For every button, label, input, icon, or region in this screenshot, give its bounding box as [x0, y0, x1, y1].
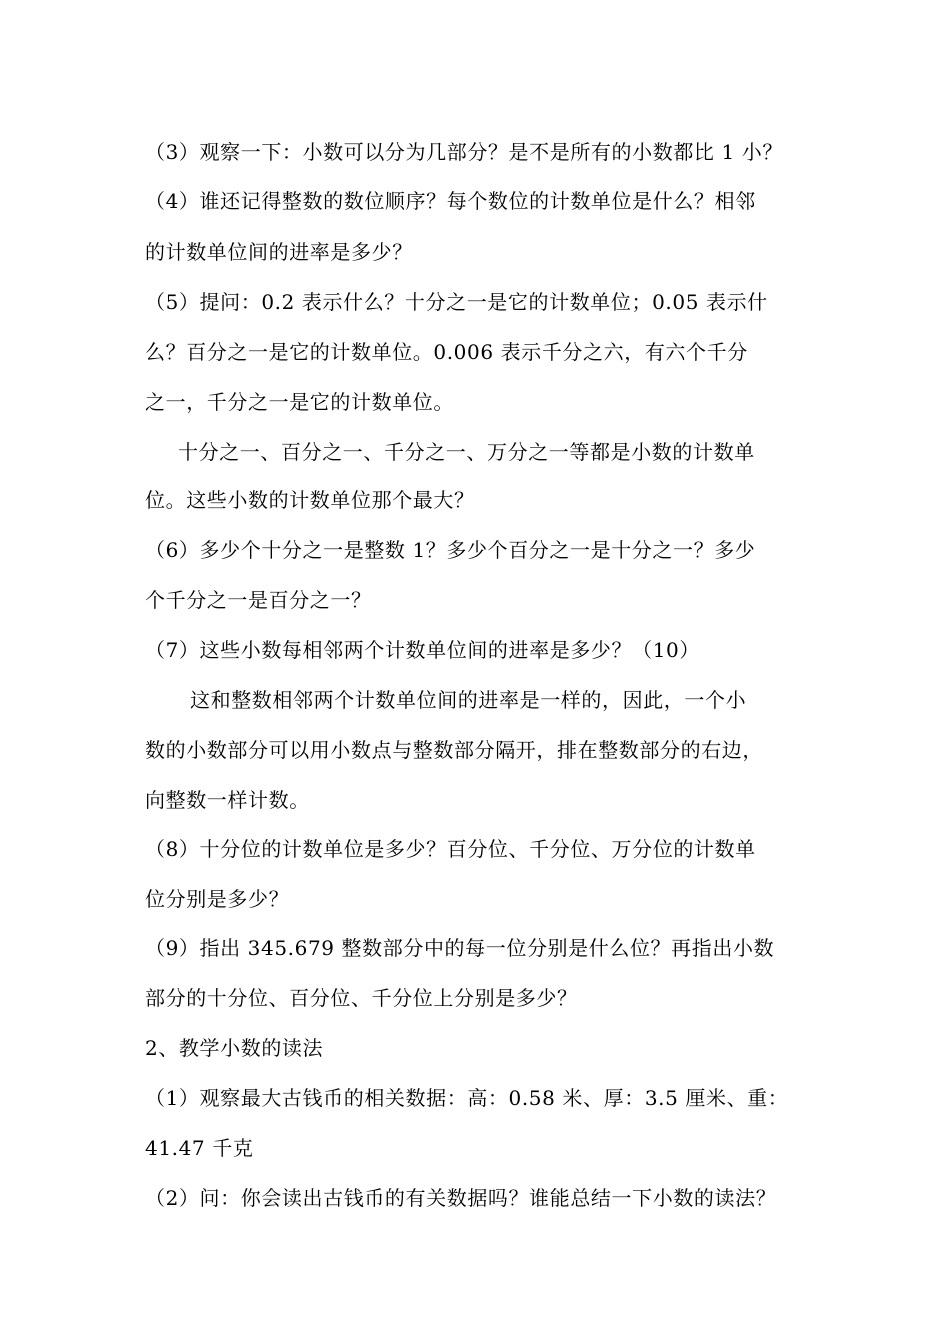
- text-line: 位。这些小数的计数单位那个最大？: [145, 488, 475, 512]
- text-line: （7）这些小数每相邻两个计数单位间的进率是多少？（10）: [145, 638, 700, 662]
- text-line: （9）指出 345.679 整数部分中的每一位分别是什么位？再指出小数: [145, 936, 775, 960]
- text-line: （6）多少个十分之一是整数 1？多少个百分之一是十分之一？多少: [145, 538, 756, 562]
- text-line: （8）十分位的计数单位是多少？百分位、千分位、万分位的计数单: [145, 837, 756, 861]
- text-line: 之一，千分之一是它的计数单位。: [145, 390, 454, 414]
- section-heading: 2、教学小数的读法: [145, 1036, 324, 1060]
- text-line: 41.47 千克: [145, 1136, 254, 1160]
- text-line: 部分的十分位、百分位、千分位上分别是多少？: [145, 986, 578, 1010]
- text-line: （5）提问：0.2 表示什么？十分之一是它的计数单位；0.05 表示什: [145, 290, 768, 314]
- text-line: （2）问：你会读出古钱币的有关数据吗？谁能总结一下小数的读法？: [145, 1186, 777, 1210]
- text-line: 向整数一样计数。: [145, 788, 310, 812]
- text-line: （1）观察最大古钱币的相关数据：高：0.58 米、厚：3.5 厘米、重：: [145, 1086, 789, 1110]
- text-line: 的计数单位间的进率是多少？: [145, 240, 413, 264]
- text-line: 十分之一、百分之一、千分之一、万分之一等都是小数的计数单: [178, 440, 755, 464]
- text-line: 位分别是多少？: [145, 887, 290, 911]
- text-line: （4）谁还记得整数的数位顺序？每个数位的计数单位是什么？相邻: [145, 189, 756, 213]
- text-line: 个千分之一是百分之一？: [145, 588, 372, 612]
- text-line: 这和整数相邻两个计数单位间的进率是一样的，因此，一个小: [190, 688, 747, 712]
- text-line: 么？百分之一是它的计数单位。0.006 表示千分之六，有六个千分: [145, 340, 748, 364]
- text-line: （3）观察一下：小数可以分为几部分？是不是所有的小数都比 1 小？: [145, 140, 783, 164]
- text-line: 数的小数部分可以用小数点与整数部分隔开，排在整数部分的右边，: [145, 738, 763, 762]
